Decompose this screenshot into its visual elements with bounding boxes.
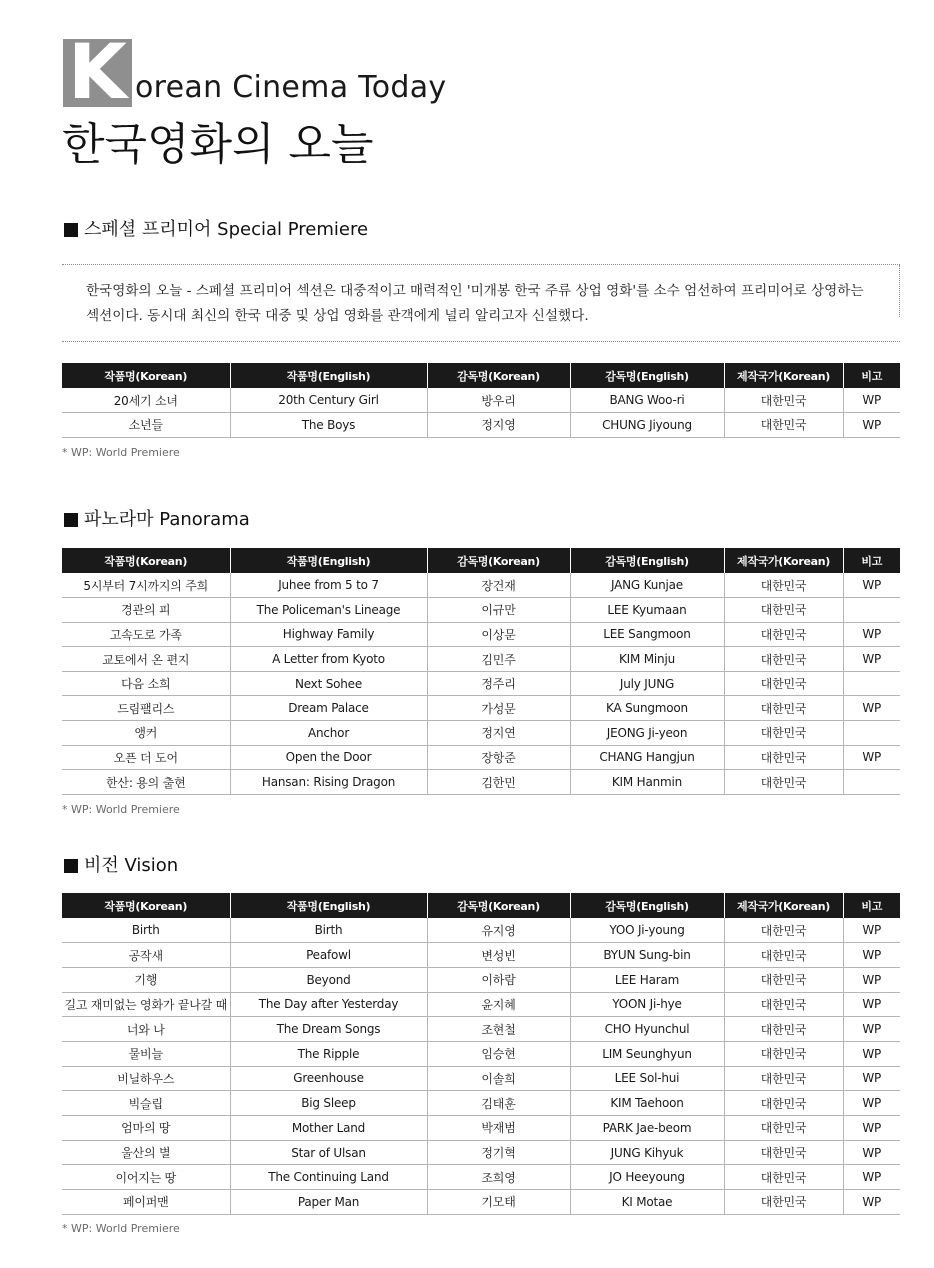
col-title-korean-cell: 경관의 피 [62, 598, 230, 623]
col-country-cell: 대한민국 [724, 943, 843, 968]
section-description-box [62, 264, 900, 342]
section-description: 한국영화의 오늘 - 스페셜 프리미어 섹션은 대중적이고 매력적인 '미개봉 한국 주류 상업 영화'를 소수 엄선하여 프리미어로 상영하는 섹션이다. 동시대 최신의 한국 대중 및 상업 영화를 관객에게 널리 알리고자 신설했다. [86, 283, 864, 324]
col-title-korean-cell: 교토에서 온 편지 [62, 647, 230, 672]
bullet-square-icon [64, 513, 78, 527]
table-row [62, 647, 900, 672]
table-row [62, 992, 900, 1017]
col-title-english-cell: Peafowl [230, 943, 427, 968]
section-heading-vision [64, 855, 178, 877]
col-remarks-cell: WP [843, 992, 900, 1017]
table-row [62, 1165, 900, 1190]
logo-letter: K [68, 27, 127, 116]
col-title-english-cell: Open the Door [230, 745, 427, 770]
col-title-english-cell: A Letter from Kyoto [230, 647, 427, 672]
col-title-korean-cell: 이어지는 땅 [62, 1165, 230, 1190]
col-title-english-cell: Highway Family [230, 622, 427, 647]
col-director-korean-cell: 방우리 [427, 388, 570, 413]
col-remarks-cell: WP [843, 388, 900, 413]
col-remarks-cell: WP [843, 1190, 900, 1215]
col-director-korean-cell: 김민주 [427, 647, 570, 672]
col-remarks-cell: WP [843, 1116, 900, 1141]
col-director-english-header: 감독명(English) [570, 548, 724, 573]
col-title-english-cell: The Policeman's Lineage [230, 598, 427, 623]
col-title-korean-cell: 20세기 소녀 [62, 388, 230, 413]
col-director-english-cell: JANG Kunjae [570, 573, 724, 598]
col-title-english-cell: The Boys [230, 413, 427, 438]
bullet-square-icon [64, 223, 78, 237]
col-title-korean-cell: 공작새 [62, 943, 230, 968]
col-title-english-cell: The Day after Yesterday [230, 992, 427, 1017]
table-header-row [62, 363, 900, 388]
col-remarks-cell: WP [843, 413, 900, 438]
col-director-korean-cell: 조현철 [427, 1017, 570, 1042]
col-director-korean-cell: 유지영 [427, 918, 570, 943]
col-country-cell: 대한민국 [724, 573, 843, 598]
col-remarks-cell [843, 598, 900, 623]
table-row [62, 622, 900, 647]
col-title-korean-cell: 물비늘 [62, 1041, 230, 1066]
col-title-english-cell: Dream Palace [230, 696, 427, 721]
col-director-english-cell: LEE Sangmoon [570, 622, 724, 647]
table-row [62, 1140, 900, 1165]
col-title-korean-cell: 기행 [62, 967, 230, 992]
col-title-korean-header: 작품명(Korean) [62, 548, 230, 573]
col-country-cell: 대한민국 [724, 1190, 843, 1215]
col-director-korean-cell: 이하람 [427, 967, 570, 992]
col-director-korean-cell: 장항준 [427, 745, 570, 770]
table-row [62, 671, 900, 696]
col-title-korean-cell: 한산: 용의 출현 [62, 770, 230, 795]
col-country-cell: 대한민국 [724, 1140, 843, 1165]
col-country-cell: 대한민국 [724, 1066, 843, 1091]
bullet-square-icon [64, 859, 78, 873]
col-remarks-cell [843, 770, 900, 795]
col-country-cell: 대한민국 [724, 1116, 843, 1141]
col-director-english-cell: LEE Kyumaan [570, 598, 724, 623]
col-director-korean-cell: 정지연 [427, 721, 570, 746]
col-remarks-cell: WP [843, 573, 900, 598]
table-row [62, 745, 900, 770]
table-row [62, 918, 900, 943]
col-director-english-cell: KI Motae [570, 1190, 724, 1215]
col-title-english-cell: Greenhouse [230, 1066, 427, 1091]
col-remarks-cell: WP [843, 1066, 900, 1091]
footnote: * WP: World Premiere [62, 446, 180, 459]
col-country-header: 제작국가(Korean) [724, 548, 843, 573]
col-director-english-cell: JEONG Ji-yeon [570, 721, 724, 746]
col-remarks-cell [843, 671, 900, 696]
col-director-english-cell: KIM Taehoon [570, 1091, 724, 1116]
table-row [62, 1190, 900, 1215]
col-remarks-cell: WP [843, 967, 900, 992]
col-title-korean-cell: 고속도로 가족 [62, 622, 230, 647]
col-remarks-cell: WP [843, 1017, 900, 1042]
col-title-english-cell: 20th Century Girl [230, 388, 427, 413]
col-country-cell: 대한민국 [724, 1017, 843, 1042]
col-remarks-cell: WP [843, 745, 900, 770]
section-heading-label: 파노라마 Panorama [84, 509, 250, 530]
col-director-english-cell: JUNG Kihyuk [570, 1140, 724, 1165]
col-title-english-cell: Next Sohee [230, 671, 427, 696]
col-title-english-cell: The Continuing Land [230, 1165, 427, 1190]
col-remarks-cell: WP [843, 943, 900, 968]
col-title-english-cell: Star of Ulsan [230, 1140, 427, 1165]
col-country-header: 제작국가(Korean) [724, 893, 843, 918]
col-remarks-header: 비고 [843, 548, 900, 573]
col-title-english-cell: Hansan: Rising Dragon [230, 770, 427, 795]
col-country-cell: 대한민국 [724, 413, 843, 438]
footnote: * WP: World Premiere [62, 1222, 180, 1235]
col-director-english-cell: KIM Minju [570, 647, 724, 672]
col-director-korean-cell: 임승현 [427, 1041, 570, 1066]
col-director-english-cell: YOO Ji-young [570, 918, 724, 943]
col-director-english-cell: LIM Seunghyun [570, 1041, 724, 1066]
col-director-english-cell: YOON Ji-hye [570, 992, 724, 1017]
col-director-english-cell: KA Sungmoon [570, 696, 724, 721]
col-country-cell: 대한민국 [724, 1041, 843, 1066]
col-director-english-cell: July JUNG [570, 671, 724, 696]
table-row [62, 573, 900, 598]
table-row [62, 1017, 900, 1042]
col-director-english-cell: KIM Hanmin [570, 770, 724, 795]
col-remarks-header: 비고 [843, 893, 900, 918]
section-heading-label: 비전 Vision [84, 855, 179, 876]
col-director-english-cell: CHO Hyunchul [570, 1017, 724, 1042]
page-title: 한국영화의 오늘 [62, 119, 374, 170]
col-remarks-header: 비고 [843, 363, 900, 388]
table-row [62, 967, 900, 992]
col-country-cell: 대한민국 [724, 745, 843, 770]
col-title-korean-cell: 비닐하우스 [62, 1066, 230, 1091]
col-director-korean-cell: 김한민 [427, 770, 570, 795]
col-country-cell: 대한민국 [724, 918, 843, 943]
table-row [62, 1116, 900, 1141]
col-director-english-header: 감독명(English) [570, 363, 724, 388]
col-title-korean-cell: 오픈 더 도어 [62, 745, 230, 770]
col-director-korean-cell: 조희영 [427, 1165, 570, 1190]
films-table-special-premiere [62, 363, 900, 438]
col-director-korean-cell: 이규만 [427, 598, 570, 623]
table-row [62, 1091, 900, 1116]
col-director-korean-cell: 가성문 [427, 696, 570, 721]
col-title-english-cell: Anchor [230, 721, 427, 746]
section-heading-special-premiere [64, 219, 368, 241]
table-row [62, 413, 900, 438]
col-remarks-cell: WP [843, 1165, 900, 1190]
col-country-cell: 대한민국 [724, 721, 843, 746]
col-director-korean-cell: 정기혁 [427, 1140, 570, 1165]
col-director-korean-header: 감독명(Korean) [427, 548, 570, 573]
col-director-korean-cell: 기모태 [427, 1190, 570, 1215]
col-director-korean-cell: 정주리 [427, 671, 570, 696]
col-title-korean-cell: 페이퍼맨 [62, 1190, 230, 1215]
col-title-korean-cell: 소년들 [62, 413, 230, 438]
col-country-cell: 대한민국 [724, 622, 843, 647]
films-table-vision [62, 893, 900, 1215]
table-row [62, 943, 900, 968]
col-title-korean-cell: 길고 재미없는 영화가 끝나갈 때 [62, 992, 230, 1017]
col-director-korean-cell: 박재범 [427, 1116, 570, 1141]
col-director-english-cell: LEE Haram [570, 967, 724, 992]
col-title-english-cell: Juhee from 5 to 7 [230, 573, 427, 598]
table-header-row [62, 548, 900, 573]
col-director-english-cell: CHANG Hangjun [570, 745, 724, 770]
col-title-english-cell: The Ripple [230, 1041, 427, 1066]
col-director-korean-header: 감독명(Korean) [427, 363, 570, 388]
col-director-korean-cell: 정지영 [427, 413, 570, 438]
films-table-panorama [62, 548, 900, 795]
col-title-korean-cell: 울산의 별 [62, 1140, 230, 1165]
col-remarks-cell: WP [843, 918, 900, 943]
footnote: * WP: World Premiere [62, 803, 180, 816]
col-country-cell: 대한민국 [724, 647, 843, 672]
table-row [62, 721, 900, 746]
col-country-cell: 대한민국 [724, 1091, 843, 1116]
col-director-korean-cell: 장건재 [427, 573, 570, 598]
col-title-english-cell: Paper Man [230, 1190, 427, 1215]
col-director-english-cell: BANG Woo-ri [570, 388, 724, 413]
col-director-english-cell: PARK Jae-beom [570, 1116, 724, 1141]
col-director-english-header: 감독명(English) [570, 893, 724, 918]
col-title-korean-cell: 너와 나 [62, 1017, 230, 1042]
col-title-korean-header: 작품명(Korean) [62, 893, 230, 918]
col-title-english-cell: Beyond [230, 967, 427, 992]
col-country-cell: 대한민국 [724, 770, 843, 795]
col-country-cell: 대한민국 [724, 671, 843, 696]
col-title-korean-cell: 엄마의 땅 [62, 1116, 230, 1141]
col-title-english-header: 작품명(English) [230, 363, 427, 388]
col-director-english-cell: JO Heeyoung [570, 1165, 724, 1190]
table-row [62, 388, 900, 413]
col-title-korean-cell: 드림팰리스 [62, 696, 230, 721]
col-title-english-cell: Big Sleep [230, 1091, 427, 1116]
col-remarks-cell [843, 721, 900, 746]
col-title-english-cell: The Dream Songs [230, 1017, 427, 1042]
col-title-english-cell: Mother Land [230, 1116, 427, 1141]
table-row [62, 1066, 900, 1091]
section-heading-label: 스페셜 프리미어 Special Premiere [84, 219, 369, 240]
col-country-cell: 대한민국 [724, 388, 843, 413]
col-director-english-cell: LEE Sol-hui [570, 1066, 724, 1091]
col-director-korean-cell: 김태훈 [427, 1091, 570, 1116]
col-country-header: 제작국가(Korean) [724, 363, 843, 388]
col-title-korean-cell: 앵커 [62, 721, 230, 746]
col-director-korean-cell: 윤지혜 [427, 992, 570, 1017]
col-country-cell: 대한민국 [724, 1165, 843, 1190]
col-country-cell: 대한민국 [724, 967, 843, 992]
col-country-cell: 대한민국 [724, 696, 843, 721]
col-title-english-cell: Birth [230, 918, 427, 943]
col-title-korean-cell: 5시부터 7시까지의 주희 [62, 573, 230, 598]
col-country-cell: 대한민국 [724, 598, 843, 623]
col-title-korean-header: 작품명(Korean) [62, 363, 230, 388]
col-title-english-header: 작품명(English) [230, 893, 427, 918]
col-remarks-cell: WP [843, 647, 900, 672]
col-title-english-header: 작품명(English) [230, 548, 427, 573]
col-director-english-cell: BYUN Sung-bin [570, 943, 724, 968]
col-remarks-cell: WP [843, 696, 900, 721]
section-heading-panorama [64, 509, 250, 531]
col-title-korean-cell: 빅슬립 [62, 1091, 230, 1116]
col-remarks-cell: WP [843, 1140, 900, 1165]
col-title-korean-cell: Birth [62, 918, 230, 943]
col-remarks-cell: WP [843, 1041, 900, 1066]
page-subtitle: orean Cinema Today [135, 70, 447, 105]
col-director-english-cell: CHUNG Jiyoung [570, 413, 724, 438]
col-director-korean-header: 감독명(Korean) [427, 893, 570, 918]
table-row [62, 598, 900, 623]
table-header-row [62, 893, 900, 918]
col-country-cell: 대한민국 [724, 992, 843, 1017]
col-remarks-cell: WP [843, 622, 900, 647]
table-row [62, 696, 900, 721]
col-remarks-cell: WP [843, 1091, 900, 1116]
col-director-korean-cell: 변성빈 [427, 943, 570, 968]
table-row [62, 770, 900, 795]
col-director-korean-cell: 이솔희 [427, 1066, 570, 1091]
col-director-korean-cell: 이상문 [427, 622, 570, 647]
table-row [62, 1041, 900, 1066]
col-title-korean-cell: 다음 소희 [62, 671, 230, 696]
